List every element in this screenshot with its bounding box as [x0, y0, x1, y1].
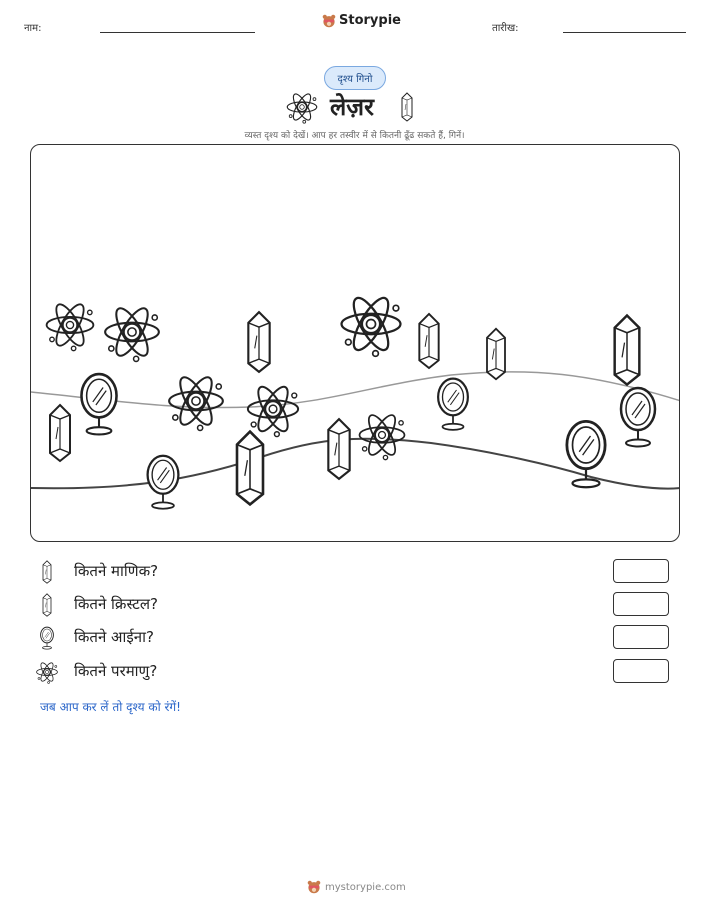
crystal-icon [400, 92, 414, 122]
atom-icon[interactable] [248, 383, 298, 437]
crystal-icon[interactable] [419, 314, 438, 368]
question-text: कितने माणिक? [74, 562, 159, 580]
question-text: कितने क्रिस्टल? [74, 595, 158, 613]
ruby-icon [38, 560, 56, 584]
date-label: तारीख: [492, 23, 519, 34]
scene-drawing [31, 145, 680, 542]
bear-icon [322, 14, 336, 28]
mirror-icon [38, 626, 56, 650]
name-label: नाम: [24, 23, 42, 34]
atom-icon [285, 90, 319, 124]
crystal-icon[interactable] [237, 432, 263, 505]
mirror-icon[interactable] [81, 374, 116, 434]
atom-icon[interactable] [169, 373, 223, 430]
crystal-icon [38, 593, 56, 617]
color-instruction: जब आप कर लें तो दृश्य को रंगें! [40, 700, 181, 714]
question-row [38, 559, 678, 585]
crystal-icon[interactable] [328, 419, 349, 479]
mirror-icon[interactable] [567, 421, 605, 487]
mirror-icon[interactable] [148, 456, 179, 509]
answer-box[interactable] [613, 559, 669, 583]
counting-scene [30, 144, 680, 542]
footer-brand [307, 880, 406, 894]
worksheet-badge: दृश्य गिनो [324, 66, 386, 90]
answer-box[interactable] [613, 659, 669, 683]
mirror-icon[interactable] [621, 388, 655, 447]
atom-icon[interactable] [47, 301, 94, 351]
page-title: लेज़र [330, 93, 374, 121]
atom-icon[interactable] [342, 293, 401, 356]
site-url[interactable]: mystorypie.com [325, 881, 406, 893]
date-line[interactable] [563, 32, 686, 33]
atom-icon[interactable] [359, 412, 404, 460]
question-text: कितने परमाणु? [74, 662, 158, 680]
back-hill-line [31, 372, 680, 408]
answer-box[interactable] [613, 592, 669, 616]
brand-logo [322, 13, 401, 28]
crystal-icon[interactable] [487, 329, 505, 379]
answer-box[interactable] [613, 625, 669, 649]
question-row [38, 625, 678, 651]
instructions: व्यस्त दृश्य को देखें। आप हर तस्वीर में से कितनी ढूँढ सकते हैं, गिनें। [244, 131, 465, 141]
brand-name: Storypie [339, 13, 401, 28]
mirror-icon[interactable] [438, 379, 468, 430]
name-line[interactable] [100, 32, 255, 33]
atom-icon[interactable] [105, 304, 159, 361]
crystal-icon[interactable] [615, 315, 640, 384]
question-row [38, 592, 678, 618]
atom-icon [35, 660, 59, 684]
question-text: कितने आईना? [74, 628, 154, 646]
crystal-icon[interactable] [248, 312, 269, 372]
question-row [38, 659, 678, 685]
crystal-icon[interactable] [50, 405, 70, 461]
bear-icon [307, 880, 321, 894]
